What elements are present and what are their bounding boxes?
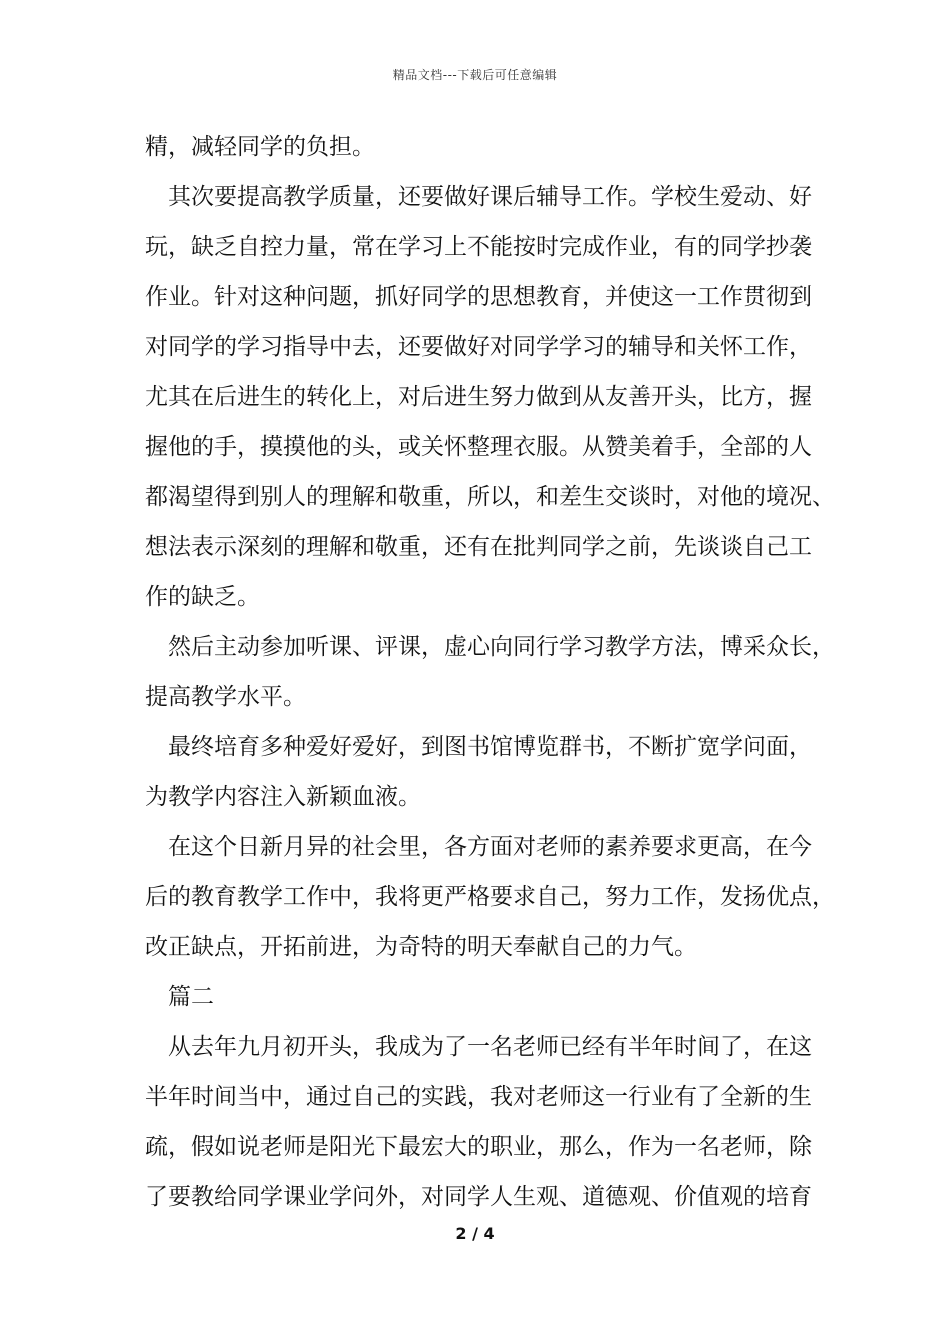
- text-line: 了要教给同学课业学问外，对同学人生观、道德观、价值观的培育: [145, 1184, 812, 1210]
- page-number: 2 / 4: [455, 1224, 495, 1243]
- text-line: 从去年九月初开头，我成为了一名老师已经有半年时间了，在这: [168, 1034, 812, 1060]
- text-line: 其次要提高教学质量，还要做好课后辅导工作。学校生爱动、好: [168, 184, 812, 210]
- page-header: 精品文档---下载后可任意编辑: [392, 68, 558, 82]
- text-line: 尤其在后进生的转化上，对后进生努力做到从友善开头，比方，握: [145, 384, 812, 410]
- section-heading: 篇二: [168, 984, 214, 1010]
- text-line: 最终培育多种爱好爱好，到图书馆博览群书，不断扩宽学问面，: [168, 734, 812, 760]
- text-line: 为教学内容注入新颖血液。: [145, 784, 421, 810]
- text-line: 精，减轻同学的负担。: [145, 134, 375, 160]
- text-line: 疏，假如说老师是阳光下最宏大的职业，那么，作为一名老师，除: [145, 1134, 812, 1160]
- text-line: 作业。针对这种问题，抓好同学的思想教育，并使这一工作贯彻到: [145, 284, 812, 310]
- text-line: 握他的手，摸摸他的头，或关怀整理衣服。从赞美着手，全部的人: [145, 434, 812, 460]
- text-line: 半年时间当中，通过自己的实践，我对老师这一行业有了全新的生: [145, 1084, 812, 1110]
- text-line: 后的教育教学工作中，我将更严格要求自己，努力工作，发扬优点，: [145, 884, 835, 910]
- text-line: 然后主动参加听课、评课，虚心向同行学习教学方法，博采众长，: [168, 634, 835, 660]
- text-line: 都渴望得到别人的理解和敬重，所以，和差生交谈时，对他的境况、: [145, 484, 835, 510]
- text-line: 提高教学水平。: [145, 684, 306, 710]
- text-line: 对同学的学习指导中去，还要做好对同学学习的辅导和关怀工作，: [145, 334, 812, 360]
- text-line: 作的缺乏。: [145, 584, 260, 610]
- text-line: 玩，缺乏自控力量，常在学习上不能按时完成作业，有的同学抄袭: [145, 234, 812, 260]
- text-line: 在这个日新月异的社会里，各方面对老师的素养要求更高，在今: [168, 834, 812, 860]
- document-body: [145, 122, 835, 1222]
- text-line: 改正缺点，开拓前进，为奇特的明天奉献自己的力气。: [145, 934, 697, 960]
- text-line: 想法表示深刻的理解和敬重，还有在批判同学之前，先谈谈自己工: [145, 534, 812, 560]
